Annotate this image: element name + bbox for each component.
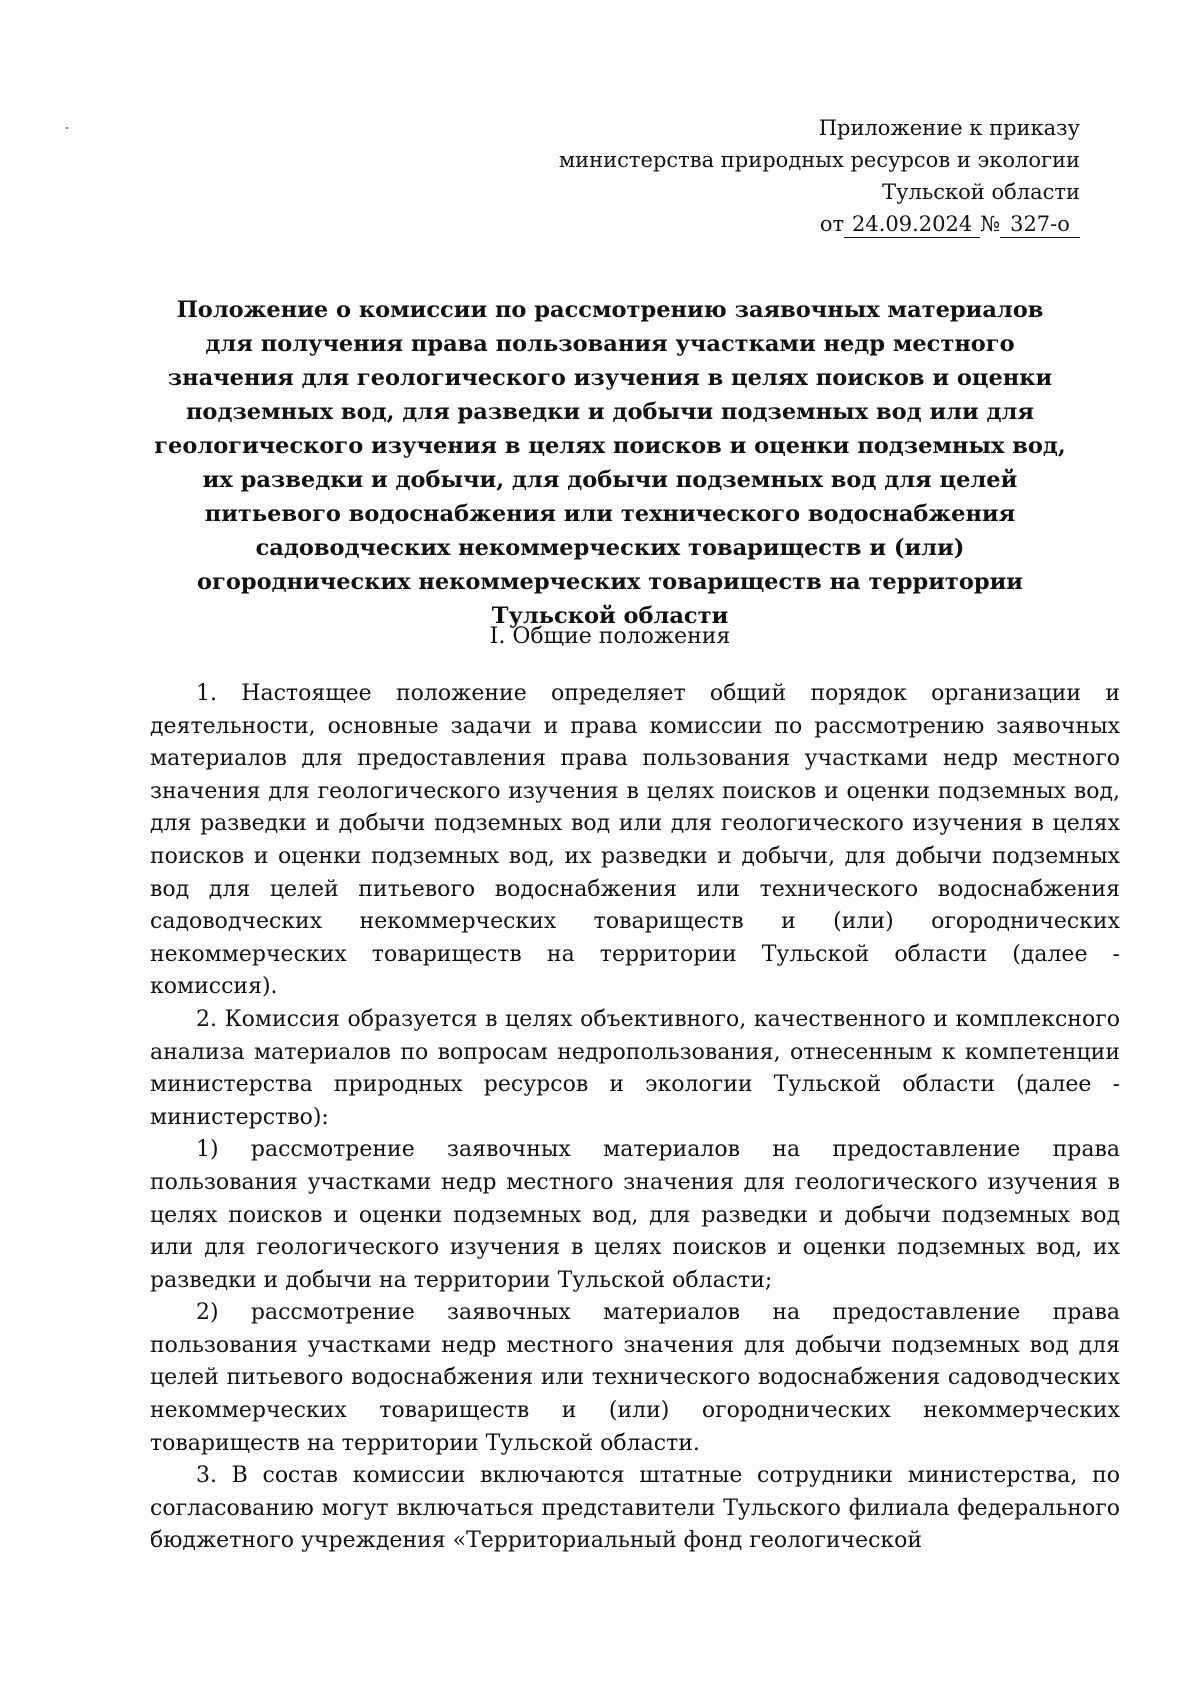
approval-line-3: Тульской области <box>882 180 1080 204</box>
section-heading: I. Общие положения <box>489 624 731 649</box>
date-prefix: от <box>819 212 845 236</box>
paragraph-1: 1. Настоящее положение определяет общий порядок организации и деятельности, основные задачи и права комиссии по рассмотрению заявочных материалов для предоставления права пользования участками недр местного значения для геологического изучения в целях поисков и оценки подземных вод, для разведки и добычи подземных вод или для геологического изучения в целях поисков и оценки подземных вод, их разведки и добычи, для добычи подземных вод для целей питьевого водоснабжения или технического водоснабжения садоводческих некоммерческих товариществ и (или) огороднических некоммерческих товариществ на территории Тульской области (далее - комиссия). <box>150 681 1120 1000</box>
paragraph-2: 2. Комиссия образуется в целях объективного, качественного и комплексного анализа материалов по вопросам недропользования, отнесенным к компетенции министерства природных ресурсов и экологии Тульской области (далее - министерство): <box>150 1006 1120 1130</box>
document-title: Положение о комиссии по рассмотрению заявочных материалов для получения права пользования участками недр местного значения для геологического изучения в целях поисков и оценки подземных вод, для разведки и добычи подземных вод или для геологического изучения в целях поисков и оценки подземных вод, их разведки и добычи, для добычи подземных вод для целей питьевого водоснабжения или технического водоснабжения садоводческих некоммерческих товариществ и (или) огороднических некоммерческих товариществ на территории Тульской области <box>154 297 1066 629</box>
paragraph-2-item-2: 2) рассмотрение заявочных материалов на предоставление права пользования участками недр местного значения для добычи подземных вод для целей питьевого водоснабжения или технического водоснабжения садоводческих некоммерческих товариществ и (или) огороднических некоммерческих товариществ на территории Тульской области. <box>150 1300 1120 1456</box>
order-date: 24.09.2024 <box>844 211 980 238</box>
approval-block <box>520 112 1080 240</box>
paragraph-2-item-1: 1) рассмотрение заявочных материалов на предоставление права пользования участками недр местного значения для геологического изучения в целях поисков и оценки подземных вод, для разведки и добычи подземных вод или для геологического изучения в целях поисков и оценки подземных вод, их разведки и добычи на территории Тульской области; <box>150 1137 1120 1293</box>
document-body <box>150 678 1120 1558</box>
scan-speck <box>66 127 68 129</box>
approval-line-1: Приложение к приказу <box>818 116 1080 140</box>
paragraph-3: 3. В состав комиссии включаются штатные сотрудники министерства, по согласованию могут включаться представители Тульского филиала федерального бюджетного учреждения «Территориальный фонд геологической <box>150 1463 1120 1554</box>
approval-line-2: министерства природных ресурсов и экологии <box>558 148 1080 172</box>
approval-date-line <box>520 208 1080 240</box>
order-number: 327-о <box>1000 211 1080 238</box>
number-sign: № <box>980 212 1000 236</box>
